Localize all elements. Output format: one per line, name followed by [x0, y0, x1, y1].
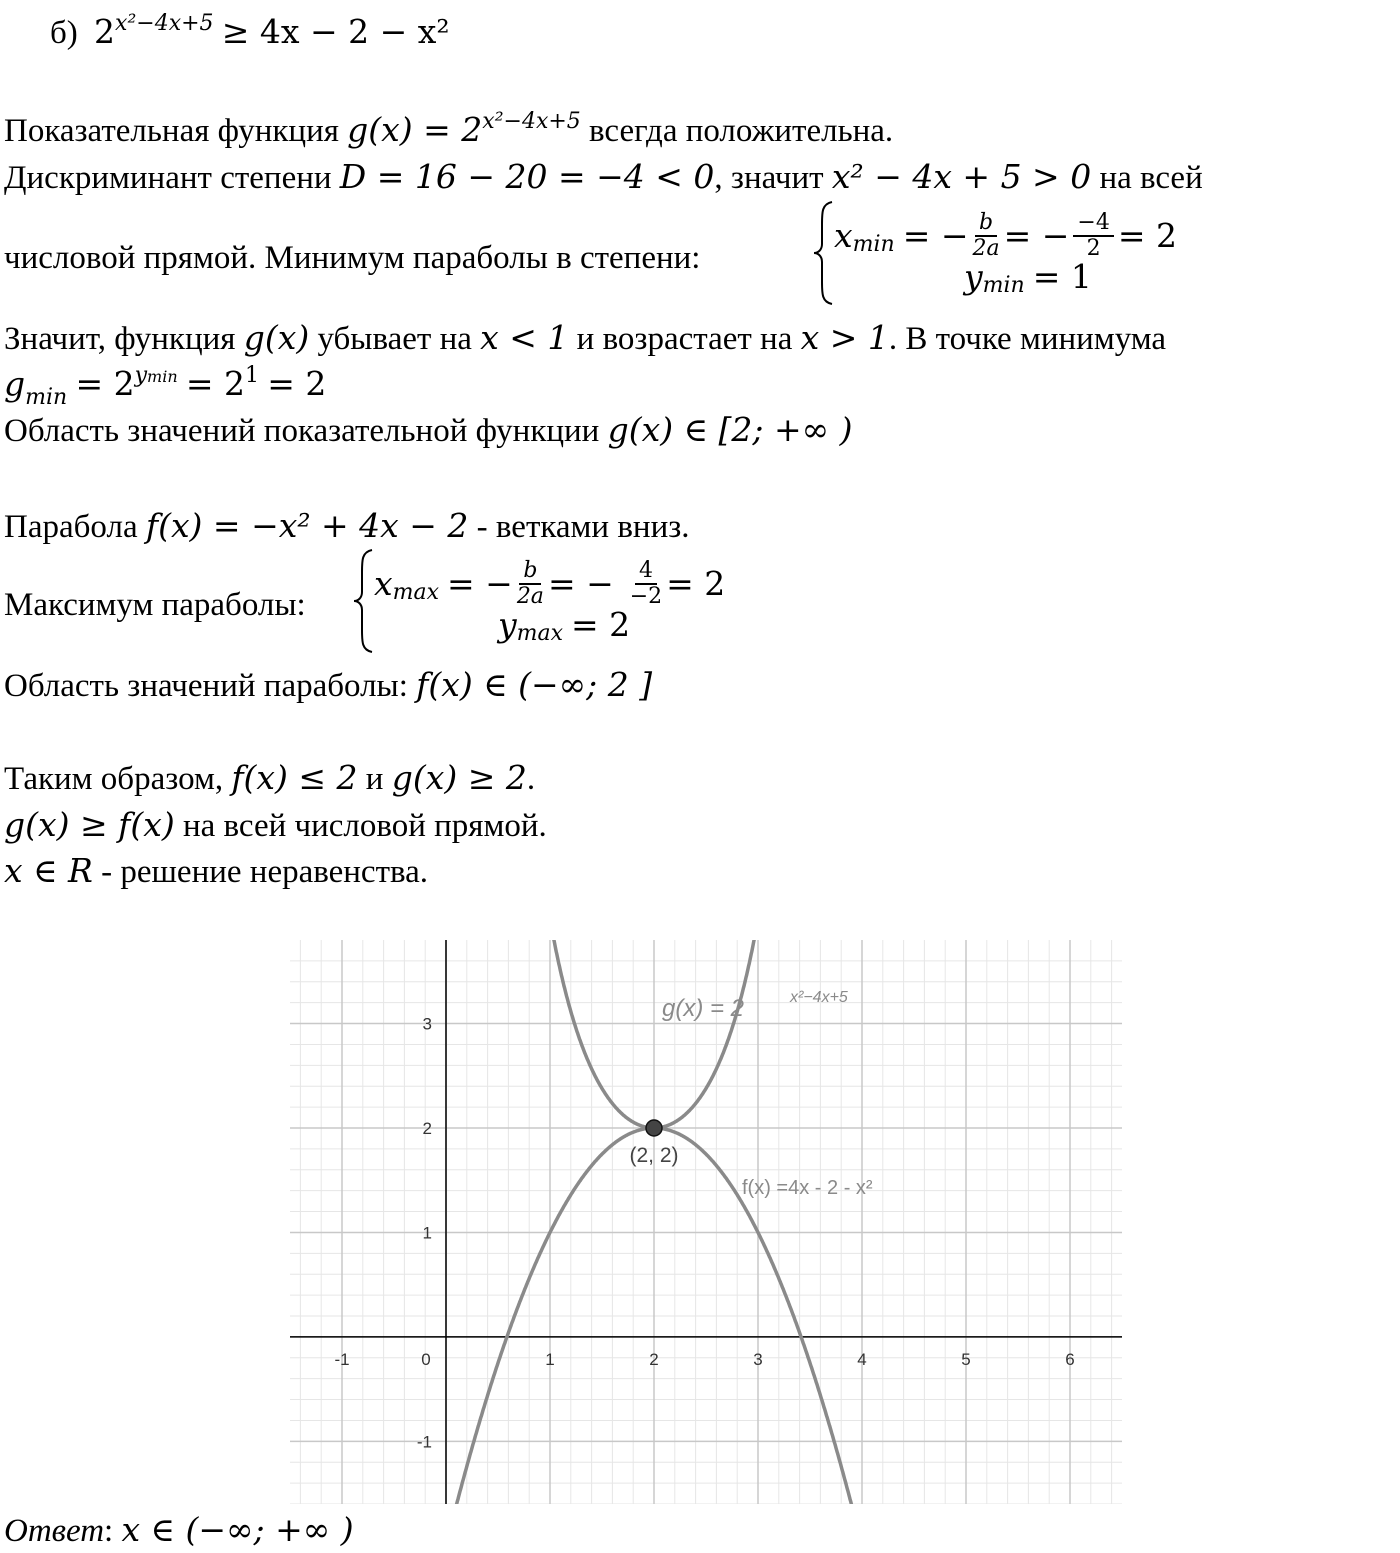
- formula-range-f: f(x) ∈ (−∞; 2 ]: [416, 665, 653, 704]
- text-line-4: [4, 318, 1166, 359]
- denominator: −2: [629, 583, 663, 609]
- formula-g: g(x) = 2: [347, 110, 483, 149]
- system-max-row-x: [374, 559, 725, 609]
- fraction-b-2a: [973, 211, 1000, 261]
- eq: = 2: [666, 564, 726, 603]
- numerator: 4: [635, 559, 657, 585]
- system-min: [812, 200, 1177, 306]
- text: Дискриминант степени: [4, 160, 332, 196]
- task-base: 2: [94, 12, 116, 51]
- text-line-11: [4, 805, 547, 846]
- text: , значит: [714, 160, 824, 196]
- y-tick-label: 1: [422, 1223, 432, 1243]
- var-g: g: [4, 364, 26, 403]
- system-max-row-y: [498, 605, 725, 644]
- eq: = −: [1003, 216, 1070, 255]
- text: Область значений параболы:: [4, 668, 408, 704]
- left-brace: [352, 548, 374, 654]
- text-line-10: [4, 758, 535, 799]
- exp-sub: min: [147, 367, 178, 386]
- formula-discriminant: D = 16 − 20 = −4 < 0: [339, 157, 715, 196]
- system-min-row-y: [964, 257, 1177, 296]
- system-max: [352, 548, 725, 654]
- sub: max: [392, 580, 440, 605]
- y-tick-label: -1: [416, 1432, 432, 1452]
- text-line-5: [4, 364, 326, 410]
- sub: min: [25, 385, 68, 410]
- text: Таким образом,: [4, 761, 224, 797]
- denominator: 2: [1086, 235, 1101, 261]
- y-tick-label: 2: [422, 1119, 432, 1138]
- curve-g-label: g(x) = 2: [662, 995, 745, 1022]
- formula-range-g: g(x) ∈ [2; +∞ ): [607, 410, 853, 449]
- eq: = 1: [1032, 256, 1092, 296]
- x-tick-label: 6: [1065, 1349, 1075, 1369]
- x-tick-label: -1: [334, 1349, 350, 1369]
- text: Область значений показательной функции: [4, 413, 600, 449]
- condition: x < 1: [480, 318, 569, 357]
- intersection-point: [646, 1120, 662, 1136]
- denominator: 2a: [516, 583, 544, 609]
- text-line-2: [4, 157, 1203, 198]
- numerator: b: [975, 211, 997, 237]
- x-tick-label: 0: [421, 1349, 431, 1369]
- formula-exponent: x²−4x+5: [482, 109, 581, 134]
- var-x: x: [834, 216, 853, 255]
- text: .: [526, 761, 536, 797]
- text: . В точке минимума: [888, 321, 1167, 357]
- task-rhs: ≥ 4x − 2 − x²: [221, 12, 450, 51]
- text: и: [365, 761, 384, 797]
- formula-g: g(x): [243, 318, 310, 357]
- eq: = −: [447, 564, 513, 603]
- text-line-8: [4, 585, 306, 625]
- eq: = 2: [1117, 216, 1177, 255]
- answer-line: [4, 1510, 354, 1551]
- eq: = −: [902, 216, 969, 255]
- x-tick-label: 2: [649, 1349, 659, 1369]
- text-line-1: [4, 110, 893, 155]
- eq: = 2: [267, 364, 327, 403]
- text: Значит, функция: [4, 321, 236, 357]
- y-tick-label: 3: [422, 1014, 432, 1034]
- fraction-value: [630, 559, 662, 609]
- formula-quadratic: x² − 4x + 5 > 0: [831, 157, 1092, 196]
- text-line-7: [4, 506, 690, 547]
- eq: = 2: [571, 604, 631, 644]
- text: на всей: [1099, 160, 1203, 196]
- intersection-point-label: (2, 2): [629, 1144, 679, 1167]
- var-y: y: [498, 604, 517, 644]
- exp: [135, 363, 178, 388]
- formula: g(x) ≥ f(x): [4, 805, 175, 844]
- text: Показательная функция: [4, 113, 339, 149]
- eq: = −: [547, 564, 614, 603]
- numerator: −4: [1073, 211, 1113, 237]
- var-y: y: [964, 256, 983, 296]
- formula: x ∈ R: [4, 851, 93, 890]
- x-tick-label: 1: [545, 1349, 555, 1369]
- curve-g-label-exponent: x²−4x+5: [790, 989, 848, 1006]
- left-brace: [812, 200, 834, 306]
- numerator: b: [519, 559, 541, 585]
- task-label: б): [50, 15, 78, 51]
- task-exponent: x²−4x+5: [115, 11, 214, 36]
- exp: 1: [245, 363, 260, 388]
- answer-formula: x ∈ (−∞; +∞ ): [121, 1510, 354, 1549]
- x-tick-label: 4: [857, 1349, 867, 1369]
- exp-y: y: [134, 363, 148, 388]
- text: и возрастает на: [576, 321, 793, 357]
- sub: min: [982, 272, 1025, 298]
- text: Максимум параболы:: [4, 587, 306, 623]
- text: числовой прямой. Минимум параболы в степени:: [4, 240, 701, 276]
- fraction-value: [1073, 211, 1113, 261]
- formula: f(x) ≤ 2: [231, 758, 358, 797]
- denominator: 2a: [972, 235, 1000, 261]
- formula-f: f(x) = −x² + 4x − 2: [145, 506, 469, 545]
- text-line-12: [4, 851, 428, 892]
- curve-f-label: f(x) =4x - 2 - x²: [742, 1177, 873, 1199]
- system-min-row-x: [834, 211, 1177, 261]
- formula: g(x) ≥ 2: [391, 758, 527, 797]
- answer-label: Ответ: [4, 1513, 105, 1549]
- text: - решение неравенства.: [101, 854, 429, 890]
- text: - ветками вниз.: [476, 509, 690, 545]
- text-line-6: [4, 410, 852, 451]
- text: убывает на: [317, 321, 472, 357]
- task-line: [50, 12, 450, 57]
- text: всегда положительна.: [589, 113, 894, 149]
- text: :: [104, 1513, 114, 1549]
- x-tick-label: 3: [753, 1349, 763, 1369]
- text-line-9: [4, 665, 652, 706]
- text: на всей числовой прямой.: [182, 808, 547, 844]
- text-line-3: [4, 238, 700, 278]
- sub: max: [516, 620, 564, 646]
- var-x: x: [374, 564, 393, 603]
- sub: min: [852, 232, 895, 257]
- fraction-b-2a: [517, 559, 544, 609]
- function-graph: [290, 940, 1122, 1504]
- condition: x > 1: [800, 318, 889, 357]
- text: Парабола: [4, 509, 138, 545]
- x-tick-label: 5: [961, 1349, 971, 1369]
- eq: = 2: [185, 364, 246, 403]
- eq: = 2: [75, 364, 135, 403]
